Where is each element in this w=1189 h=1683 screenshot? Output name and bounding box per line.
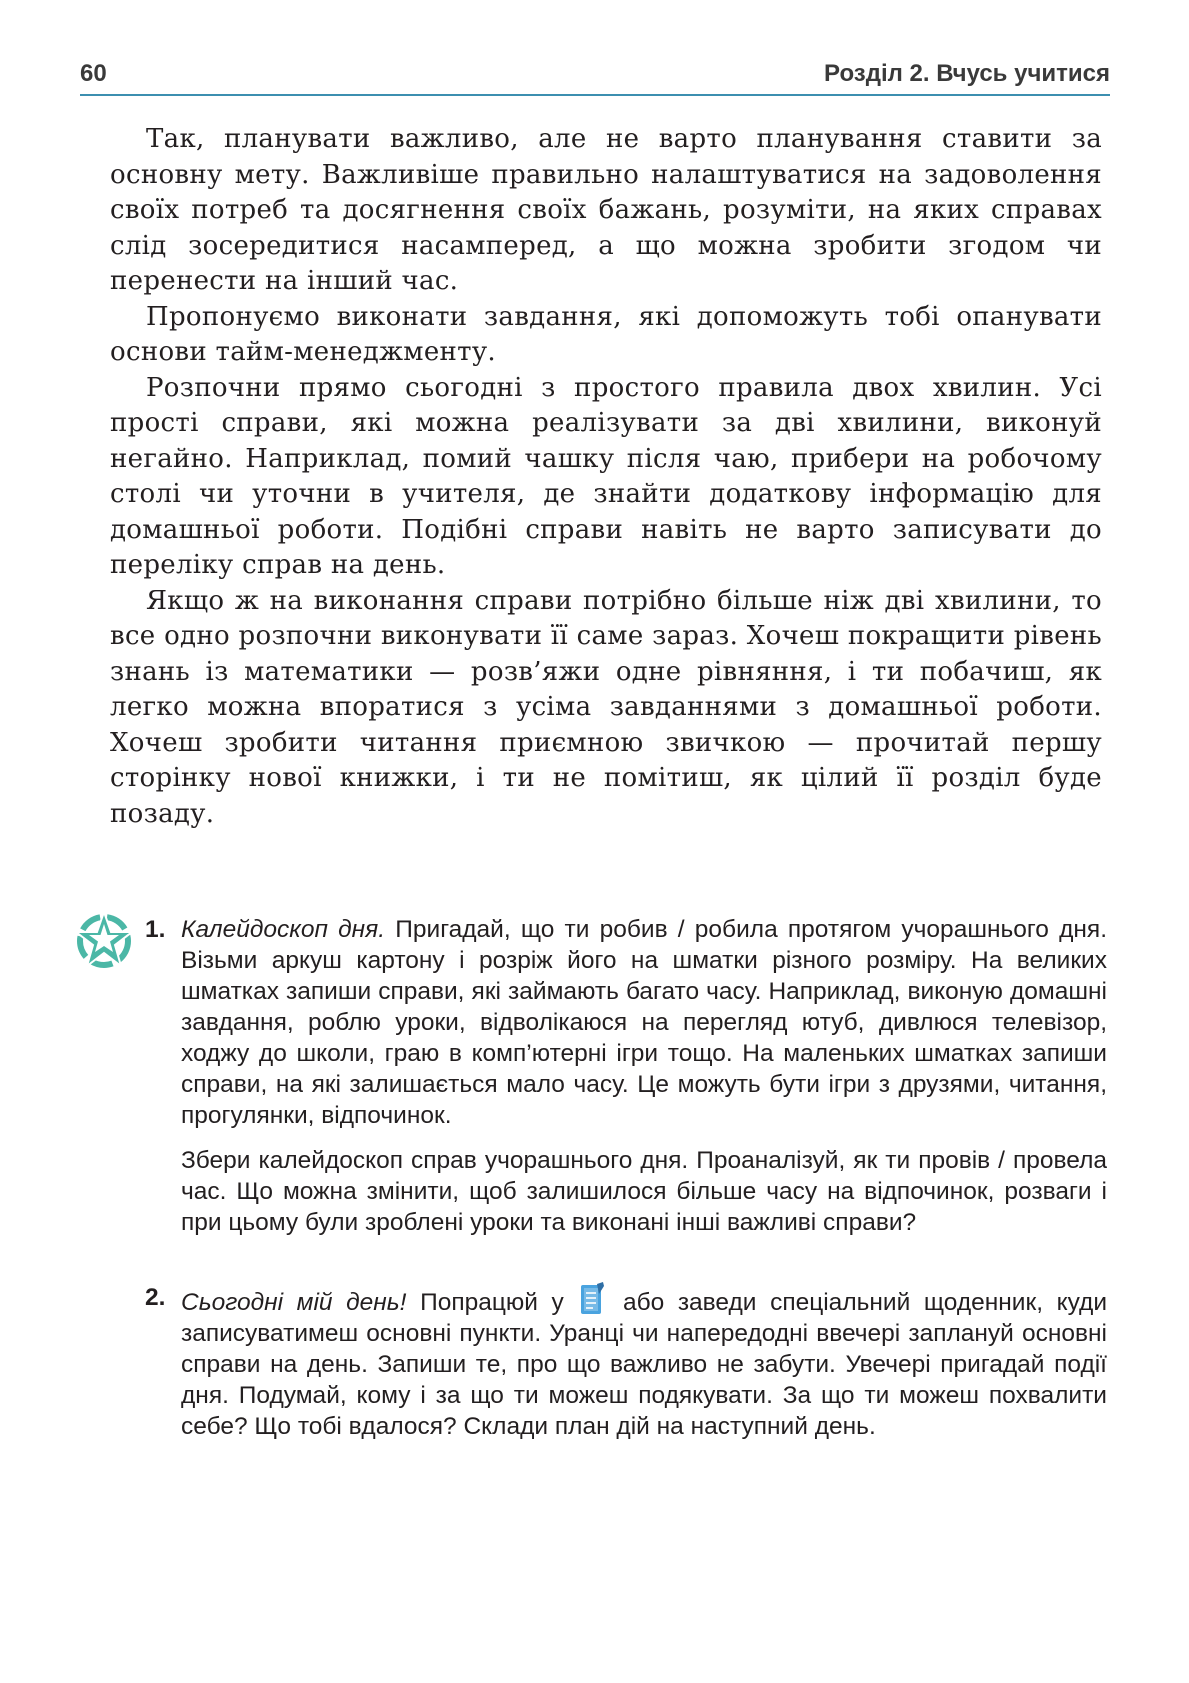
- task-paragraph: [181, 1282, 1107, 1442]
- body-paragraph-3: Розпочни прямо сьогодні з простого правила двох хвилин. Усі прості справи, які можна реалізувати за дві хвилини, виконуй негайно. Наприклад, помий чашку після чаю, прибери на робочому столі чи уточни в учителя, де знайти додаткову інформацію для домашньої роботи. Подібні справи навіть не варто записувати до переліку справ на день.: [110, 372, 1102, 580]
- task-text: Пригадай, що ти робив / робила протягом учорашнього дня. Візьми аркуш картону і розріж його на шматки різного розміру. На великих шматках запиши справи, які займають багато часу. Наприклад, виконую домашні завдання, роблю уроки, відволікаюся на перегляд ютуб, дивлюся телевізор, ходжу до школи, граю в комп’ютерні ігри тощо. На маленьких шматках запиши справи, на які залишається мало часу. Це можуть бути ігри з друзями, читання, прогулянки, відпочинок.: [181, 916, 1108, 1129]
- notebook-icon: [579, 1282, 605, 1316]
- task-title: Калейдоскоп дня.: [181, 916, 386, 943]
- section-title: Розділ 2. Вчусь учитися: [824, 60, 1110, 87]
- task-text: або заведи спеціальний щоденник, куди записуватимеш основні пункти. Уранці чи напередодні ввечері заплануй основні справи на день. Запиши те, про що важливо не забути. Увечері пригадай події дня. Подумай, кому і за що ти можеш подякувати. За що ти можеш похвалити себе? Що тобі вдалося? Склади план дій на наступний день.: [181, 1289, 1108, 1440]
- main-text: [110, 122, 1102, 832]
- body-paragraph-1: Так, планувати важливо, але не варто планування ставити за основну мету. Важливіше правильно налаштуватися на задоволення своїх потреб та досягнення своїх бажань, розуміти, на яких справах слід зосередитися насамперед, а що можна зробити згодом чи перенести на інший час.: [110, 124, 1102, 296]
- task-number: 1.: [145, 916, 166, 943]
- task-paragraph: Збери калейдоскоп справ учорашнього дня. Проаналізуй, як ти провів / провела час. Що можна змінити, щоб залишилося більше часу на відпочинок, розваги і при цьому були зроблені уроки та виконані інші важливі справи?: [181, 1147, 1107, 1236]
- task-text: Попрацюй у: [420, 1289, 564, 1316]
- task-title: Сьогодні мій день!: [181, 1289, 407, 1316]
- tasks-list: [145, 914, 1107, 1442]
- task-paragraph: [181, 914, 1107, 1131]
- star-icon: [72, 908, 136, 972]
- body-paragraph-2: Пропонуємо виконати завдання, які допоможуть тобі опанувати основи тайм-менеджменту.: [110, 301, 1102, 367]
- task-item: [145, 1282, 1107, 1442]
- page-header: [80, 58, 1110, 96]
- body-paragraph-4: Якщо ж на виконання справи потрібно більше ніж дві хвилини, то все одно розпочни виконувати її саме зараз. Хочеш покращити рівень знань із математики — розв’яжи одне рівняння, і ти побачиш, як легко можна впоратися з усіма завданнями з домашньої роботи. Хочеш зробити читання приємною звичкою — прочитай першу сторінку нової книжки, і ти не помітиш, як цілий її розділ буде позаду.: [110, 585, 1102, 829]
- task-number: 2.: [145, 1284, 166, 1311]
- page-number: 60: [80, 60, 107, 87]
- task-item: [145, 914, 1107, 1238]
